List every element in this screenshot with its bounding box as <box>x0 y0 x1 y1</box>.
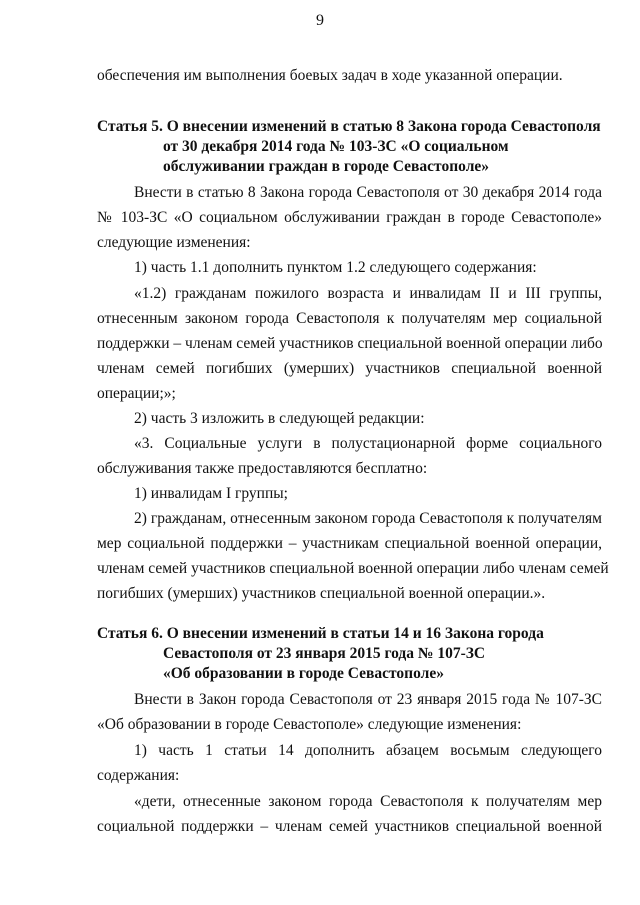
article-5-heading: обслуживании граждан в городе Севастополе» <box>163 158 490 175</box>
paragraph-line: Внести в статью 8 Закона города Севастополя от 30 декабря 2014 года <box>134 184 602 201</box>
quote-line: операции;»; <box>97 385 176 402</box>
quote-line: погибших (умерших) участников специальной военной операции.». <box>97 585 546 602</box>
quote-line: поддержки – членам семей участников специальной военной операции либо <box>97 335 603 352</box>
list-item: 1) инвалидам I группы; <box>134 485 288 502</box>
list-item: 1) часть 1 статьи 14 дополнить абзацем восьмым следующего <box>134 742 602 759</box>
quote-line: мер социальной поддержки – участникам специальной военной операции, <box>97 535 602 552</box>
paragraph-line: обеспечения им выполнения боевых задач в ходе указанной операции. <box>97 67 563 84</box>
quote-line: социальной поддержки – членам семей участников специальной военной <box>97 818 602 835</box>
article-5-heading: Статья 5. О внесении изменений в статью 8 Закона города Севастополя <box>97 118 601 135</box>
quote-line: обслуживания также предоставляются бесплатно: <box>97 460 428 477</box>
quote-line: 2) гражданам, отнесенным законом города Севастополя к получателям <box>134 510 602 527</box>
paragraph-line: следующие изменения: <box>97 234 251 251</box>
quote-line: членам семей участников специальной военной операции либо членам семей <box>97 560 609 577</box>
article-6-heading: «Об образовании в городе Севастополе» <box>163 665 444 682</box>
list-item: 2) часть 3 изложить в следующей редакции: <box>134 410 425 427</box>
quote-line: членам семей погибших (умерших) участников специальной военной <box>97 360 602 377</box>
article-6-heading: Статья 6. О внесении изменений в статьи 14 и 16 Закона города <box>97 625 544 642</box>
quote-line: «дети, отнесенные законом города Севастополя к получателям мер <box>134 793 602 810</box>
quote-line: «3. Социальные услуги в полустационарной форме социального <box>134 435 602 452</box>
page-number: 9 <box>316 12 324 29</box>
quote-line: отнесенным законом города Севастополя к получателям мер социальной <box>97 310 602 327</box>
article-5-heading: от 30 декабря 2014 года № 103-ЗС «О социальном <box>163 138 509 155</box>
quote-line: «1.2) гражданам пожилого возраста и инвалидам II и III группы, <box>134 285 602 302</box>
article-6-heading: Севастополя от 23 января 2015 года № 107-ЗС <box>163 645 486 662</box>
list-item: 1) часть 1.1 дополнить пунктом 1.2 следующего содержания: <box>134 259 537 276</box>
paragraph-line: Внести в Закон города Севастополя от 23 января 2015 года № 107-ЗС <box>134 691 602 708</box>
paragraph-line: «Об образовании в городе Севастополе» следующие изменения: <box>97 716 522 733</box>
list-item: содержания: <box>97 767 180 784</box>
paragraph-line: № 103-ЗС «О социальном обслуживании граждан в городе Севастополе» <box>97 209 602 226</box>
